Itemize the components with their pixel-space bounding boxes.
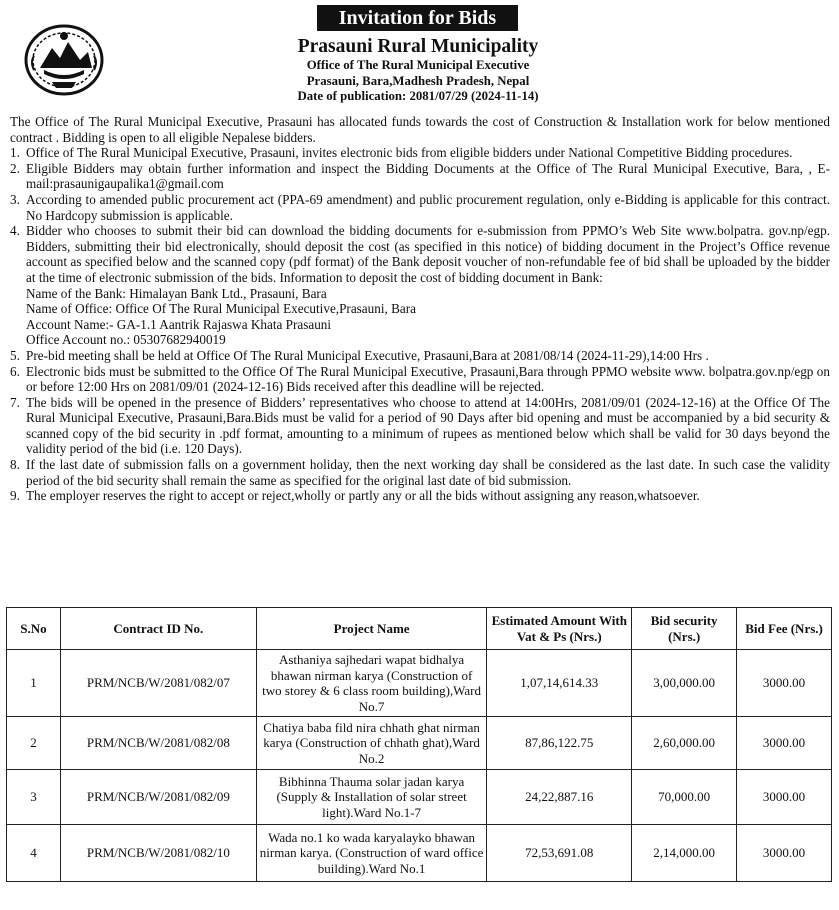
cell-estimated-amount: 24,22,887.16	[487, 770, 632, 825]
cell-sno: 1	[7, 650, 61, 717]
clause-number: 1.	[10, 145, 20, 161]
clause-item	[10, 161, 830, 192]
bank-account-number: Office Account no.: 05307682940019	[26, 332, 226, 348]
clause-number: 3.	[10, 191, 20, 207]
cell-bid-security: 70,000.00	[632, 770, 737, 825]
notice-banner: Invitation for Bids	[317, 5, 518, 31]
clause-item	[10, 192, 830, 223]
col-header-sno: S.No	[7, 608, 61, 650]
nepal-emblem-icon	[22, 22, 106, 98]
clause-text: Bidder who chooses to submit their bid can download the bidding documents for e-submission from PPMO’s Web Site www.bolpatra. gov.np/egp. Bidders, submitting their bid electronically, should deposit the cost (as specified in this notice) of bidding document in the Project’s Office revenue account as specified below and the scanned copy (pdf format) of the Bank deposit voucher of non-refundable fee of bid shall be uploaded by the bidder at the time of electronic submission of the bids. Information to deposit the cost of bidding document in Bank:	[26, 223, 830, 285]
cell-contract-id: PRM/NCB/W/2081/082/08	[60, 717, 256, 770]
table-header-row	[7, 608, 832, 650]
notice-body	[10, 114, 830, 504]
cell-bid-fee: 3000.00	[737, 825, 832, 882]
clause-list	[10, 145, 830, 504]
clause-text: The employer reserves the right to accept or reject,wholly or partly any or all the bids without assigning any reason,whatsoever.	[26, 488, 700, 504]
clause-number: 8.	[10, 457, 20, 473]
office-address: Prasauni, Bara,Madhesh Pradesh, Nepal	[306, 73, 530, 88]
clause-item	[10, 223, 830, 348]
cell-contract-id: PRM/NCB/W/2081/082/09	[60, 770, 256, 825]
cell-bid-security: 2,14,000.00	[632, 825, 737, 882]
clause-item	[10, 145, 830, 161]
clause-number: 6.	[10, 363, 20, 379]
clause-number: 2.	[10, 160, 20, 176]
col-header-contract-id: Contract ID No.	[60, 608, 256, 650]
cell-project-name: Bibhinna Thauma solar jadan karya (Supply & Installation of solar street light).Ward No.1-7	[256, 770, 487, 825]
bids-table	[6, 607, 832, 882]
table-row	[7, 825, 832, 882]
clause-item	[10, 488, 830, 504]
bank-office-name: Name of Office: Office Of The Rural Municipal Executive,Prasauni, Bara	[26, 301, 416, 317]
cell-contract-id: PRM/NCB/W/2081/082/07	[60, 650, 256, 717]
org-name: Prasauni Rural Municipality	[297, 36, 539, 57]
cell-estimated-amount: 87,86,122.75	[487, 717, 632, 770]
cell-bid-fee: 3000.00	[737, 650, 832, 717]
bank-details	[26, 286, 830, 348]
cell-bid-fee: 3000.00	[737, 717, 832, 770]
clause-text: The bids will be opened in the presence of Bidders’ representatives who choose to attend at 14:00Hrs, 2081/09/01 (2024-12-16) at the Office Of The Rural Municipal Executive, Prasauni,Bara.Bids must be valid for a period of 90 Days after bid opening and must be accompanied by a bid security & scanned copy of the bid security in .pdf format, amounting to a minimum of rupees as mentioned below which shall be valid for 30 days beyond the validity period of the bid (i.e. 120 Days).	[26, 394, 830, 457]
cell-bid-security: 2,60,000.00	[632, 717, 737, 770]
clause-text: If the last date of submission falls on a government holiday, then the next working day shall be considered as the last date. In such case the validity period of the bid security shall remain the same as specified for the original last date of bid submission.	[26, 457, 830, 488]
notice-header	[240, 36, 596, 105]
col-header-project-name: Project Name	[256, 608, 487, 650]
clause-text: Pre-bid meeting shall be held at Office Of The Rural Municipal Executive, Prasauni,Bara at 2081/08/14 (2024-11-29),14:00 Hrs .	[26, 347, 709, 363]
cell-estimated-amount: 1,07,14,614.33	[487, 650, 632, 717]
col-header-bid-fee: Bid Fee (Nrs.)	[737, 608, 832, 650]
table-row	[7, 717, 832, 770]
cell-project-name: Chatiya baba fild nira chhath ghat nirman karya (Construction of chhath ghat),Ward No.2	[256, 717, 487, 770]
cell-project-name: Asthaniya sajhedari wapat bidhalya bhawan nirman karya (Construction of two storey & 6 class room building),Ward No.7	[256, 650, 487, 717]
cell-sno: 2	[7, 717, 61, 770]
table-row	[7, 650, 832, 717]
clause-item	[10, 348, 830, 364]
col-header-estimated-amount: Estimated Amount With Vat & Ps (Nrs.)	[487, 608, 632, 650]
clause-item	[10, 395, 830, 457]
publication-date: Date of publication: 2081/07/29 (2024-11-14)	[297, 89, 539, 103]
cell-project-name: Wada no.1 ko wada karyalayko bhawan nirman karya. (Construction of ward office building).Ward No.1	[256, 825, 487, 882]
clause-number: 4.	[10, 223, 20, 239]
clause-number: 5.	[10, 347, 20, 363]
clause-text: Office of The Rural Municipal Executive, Prasauni, invites electronic bids from eligible bidders under National Competitive Bidding procedures.	[26, 145, 793, 161]
clause-text: Electronic bids must be submitted to the Office Of The Rural Municipal Executive, Prasauni,Bara through PPMO website www. bolpatra.gov.np/egp on or before 12:00 Hrs on 2081/09/01 (2024-12-16) Bids received after this deadline will be rejected.	[26, 363, 830, 395]
intro-paragraph: The Office of The Rural Municipal Executive, Prasauni has allocated funds towards the cost of Construction & Installation work for below mentioned contract . Bidding is open to all eligible Nepalese bidders.	[10, 114, 830, 145]
clause-number: 9.	[10, 488, 20, 504]
bank-name: Name of the Bank: Himalayan Bank Ltd., Prasauni, Bara	[26, 285, 327, 301]
table-row	[7, 770, 832, 825]
clause-item	[10, 364, 830, 395]
col-header-bid-security: Bid security (Nrs.)	[632, 608, 737, 650]
bank-account-name: Account Name:- GA-1.1 Aantrik Rajaswa Khata Prasauni	[26, 316, 332, 332]
clause-item	[10, 457, 830, 488]
cell-sno: 4	[7, 825, 61, 882]
cell-contract-id: PRM/NCB/W/2081/082/10	[60, 825, 256, 882]
cell-sno: 3	[7, 770, 61, 825]
clause-text: Eligible Bidders may obtain further information and inspect the Bidding Documents at the Office of The Rural Municipal Executive, Bara, , E-mail:prasaunigaupalika1@gmail.com	[26, 160, 830, 192]
office-name: Office of The Rural Municipal Executive	[306, 58, 530, 72]
cell-bid-security: 3,00,000.00	[632, 650, 737, 717]
cell-estimated-amount: 72,53,691.08	[487, 825, 632, 882]
clause-text: According to amended public procurement act (PPA-69 amendment) and public procurement regulation, only e-Bidding is applicable for this contract. No Hardcopy submission is applicable.	[26, 191, 830, 223]
clause-number: 7.	[10, 394, 20, 410]
cell-bid-fee: 3000.00	[737, 770, 832, 825]
